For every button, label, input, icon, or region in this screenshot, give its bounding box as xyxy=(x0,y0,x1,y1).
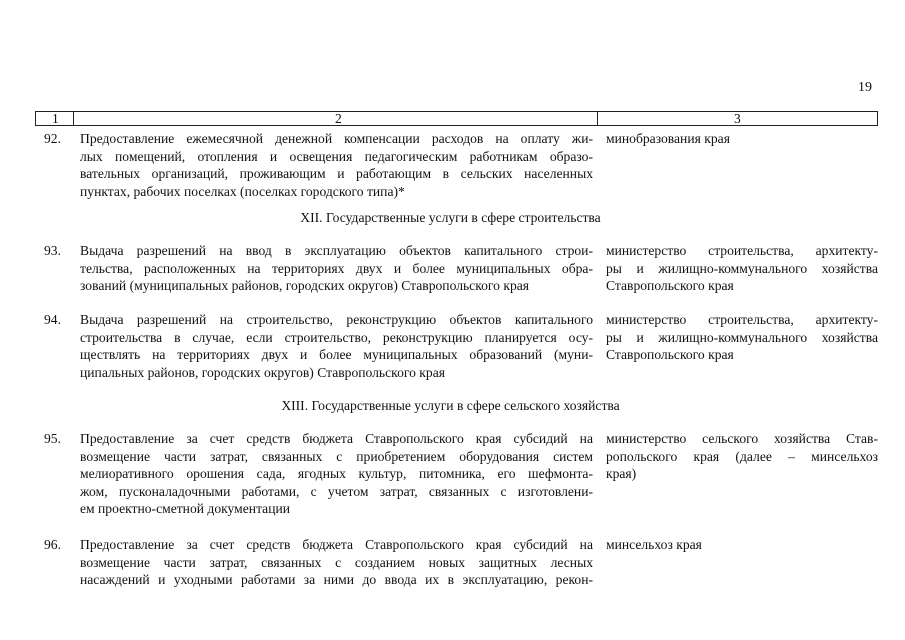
row-96-description: Предоставление за счет средств бюджета Ставропольского края субсидий на возмещение части затрат, связанных с созданием новых защитных лесных насаждений и уходными работами за ними до ввода их в эксплуатацию, рекон- xyxy=(80,537,593,587)
header-col-1: 1 xyxy=(52,111,59,126)
row-95-number: 95. xyxy=(44,431,61,446)
row-92-number: 92. xyxy=(44,131,61,146)
row-93-department: министерство строительства, архитекту- ры и жилищно-коммунального хозяйства Ставропольского края xyxy=(606,243,878,293)
row-93-description: Выдача разрешений на ввод в эксплуатацию объектов капитального строи- тельства, расположенных на территориях двух и более муниципальных обра- зований (муниципальных районов, городских округов) Ставропольского края xyxy=(80,243,593,293)
page-number: 19 xyxy=(858,80,872,95)
row-95-description: Предоставление за счет средств бюджета Ставропольского края субсидий на возмещение части затрат, связанных с приобретением оборудования систем мелиоративного орошения сада, ягодных культур, питомника, его шефмонта- жом, пусконаладочными работами, с учетом затрат, связанных с изготовлени- ем проектно-сметной документации xyxy=(80,431,593,516)
row-92-department: минобразования края xyxy=(606,131,730,146)
row-93-number: 93. xyxy=(44,243,61,258)
row-94-number: 94. xyxy=(44,312,61,327)
table-header-row xyxy=(35,111,878,126)
row-95-department: министерство сельского хозяйства Став- ропольского края (далее – минсельхоз края) xyxy=(606,431,878,481)
row-94-description: Выдача разрешений на строительство, реконструкцию объектов капитального строительства в случае, если строительство, реконструкцию планируется осу- ществлять на территориях двух и более муниципальных образований (муни- ципальных районов, городских округов) Ставропольского края xyxy=(80,312,593,380)
row-94-department: министерство строительства, архитекту- ры и жилищно-коммунального хозяйства Ставропольского края xyxy=(606,312,878,362)
row-96-department: минсельхоз края xyxy=(606,537,702,552)
header-col-3: 3 xyxy=(734,111,741,126)
section-title-xiii: XIII. Государственные услуги в сфере сельского хозяйства xyxy=(281,398,620,413)
header-col-2: 2 xyxy=(335,111,342,126)
section-title-xii: XII. Государственные услуги в сфере строительства xyxy=(300,210,601,225)
column-divider xyxy=(597,112,598,125)
row-96-number: 96. xyxy=(44,537,61,552)
row-92-description: Предоставление ежемесячной денежной компенсации расходов на оплату жи- лых помещений, отопления и освещения педагогическим работникам образо- вательных организаций, проживающим и работающим в сельских населенных пунктах, рабочих поселках (поселках городского типа)* xyxy=(80,131,593,199)
column-divider xyxy=(73,112,74,125)
